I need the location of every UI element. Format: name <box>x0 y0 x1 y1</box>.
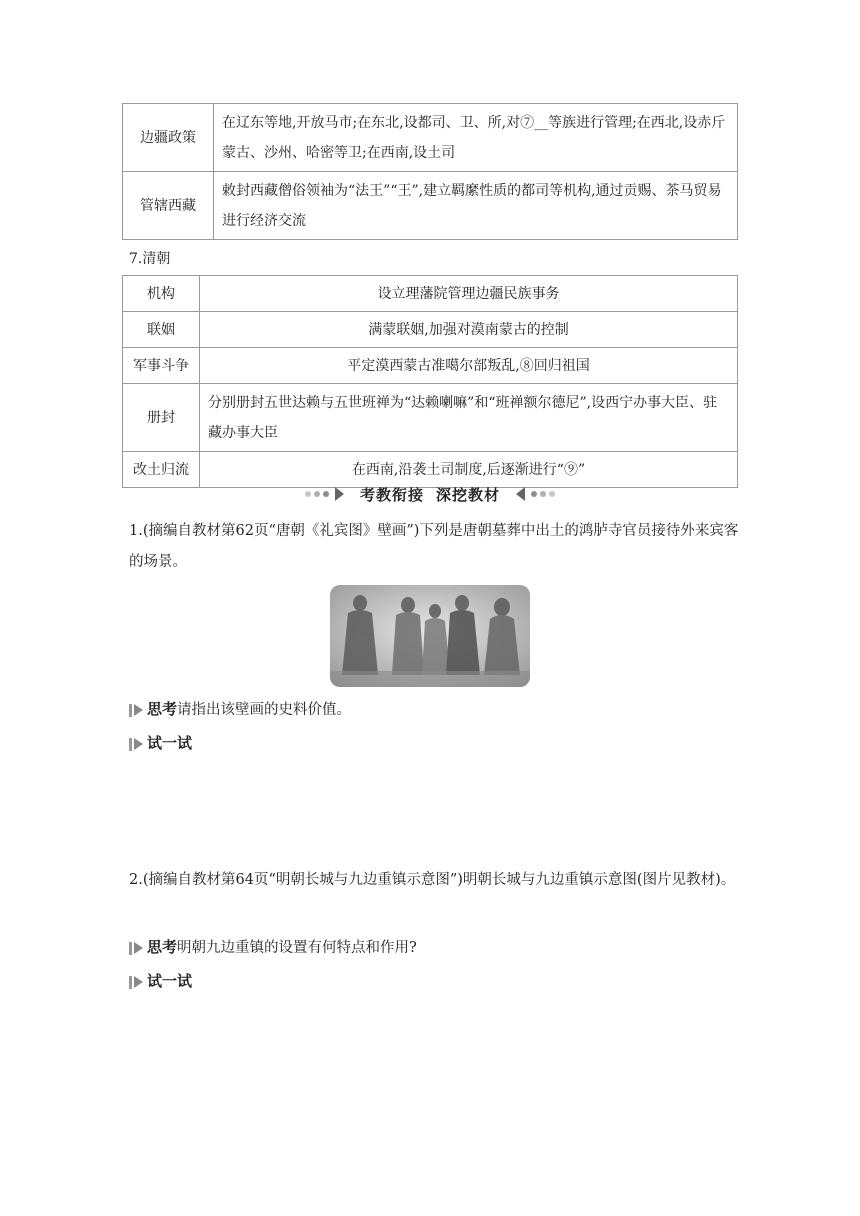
question-1-think: 思考请指出该壁画的史料价值。 <box>129 694 739 726</box>
row-content: 平定漠西蒙古准噶尔部叛乱,⑧回归祖国 <box>200 348 738 384</box>
question-2-try: 试一试 <box>129 966 739 998</box>
play-marker-icon <box>129 738 143 751</box>
row-header: 册封 <box>123 384 200 452</box>
ming-policy-table <box>122 103 738 240</box>
play-marker-icon <box>129 942 143 955</box>
qing-policy-table <box>122 275 738 488</box>
row-header: 管辖西藏 <box>123 172 214 240</box>
row-header: 改土归流 <box>123 452 200 488</box>
question-2-text: 2.(摘编自教材第64页“明朝长城与九边重镇示意图”)明朝长城与九边重镇示意图(图片见教材)。 <box>129 872 736 888</box>
table-row <box>123 312 738 348</box>
section-title: 7.清朝 <box>129 251 171 267</box>
question-2-think: 思考明朝九边重镇的设置有何特点和作用? <box>129 932 739 964</box>
row-content: 设立理藩院管理边疆民族事务 <box>200 276 738 312</box>
row-header: 联姻 <box>123 312 200 348</box>
table-row <box>123 348 738 384</box>
table-row <box>123 104 738 172</box>
table-row <box>123 172 738 240</box>
mural-image <box>330 585 530 687</box>
row-header: 边疆政策 <box>123 104 214 172</box>
row-header: 机构 <box>123 276 200 312</box>
triangle-right-icon <box>335 487 344 501</box>
row-header: 军事斗争 <box>123 348 200 384</box>
row-content: 分别册封五世达赖与五世班禅为“达赖喇嘛”和“班禅额尔德尼”,设西宁办事大臣、驻藏办事大臣 <box>200 384 738 452</box>
play-marker-icon <box>129 976 143 989</box>
row-content: 在辽东等地,开放马市;在东北,设都司、卫、所,对⑦__等族进行管理;在西北,设赤斤蒙古、沙州、哈密等卫;在西南,设土司 <box>214 104 738 172</box>
row-content: 在西南,沿袭土司制度,后逐渐进行“⑨” <box>200 452 738 488</box>
table-row <box>123 384 738 452</box>
question-1-try: 试一试 <box>129 728 739 760</box>
triangle-left-icon <box>516 487 525 501</box>
table-row <box>123 276 738 312</box>
section-banner <box>290 483 570 505</box>
banner-title: 考教衔接 深挖教材 <box>359 485 501 504</box>
question-1-text: 1.(摘编自教材第62页“唐朝《礼宾图》壁画”)下列是唐朝墓葬中出土的鸿胪寺官员接待外来宾客的场景。 <box>129 523 739 570</box>
row-content: 敕封西藏僧俗领袖为“法王”“王”,建立羁縻性质的都司等机构,通过贡赐、茶马贸易进行经济交流 <box>214 172 738 240</box>
row-content: 满蒙联姻,加强对漠南蒙古的控制 <box>200 312 738 348</box>
decorative-dots-left <box>305 491 329 497</box>
decorative-dots-right <box>531 491 555 497</box>
play-marker-icon <box>129 704 143 717</box>
